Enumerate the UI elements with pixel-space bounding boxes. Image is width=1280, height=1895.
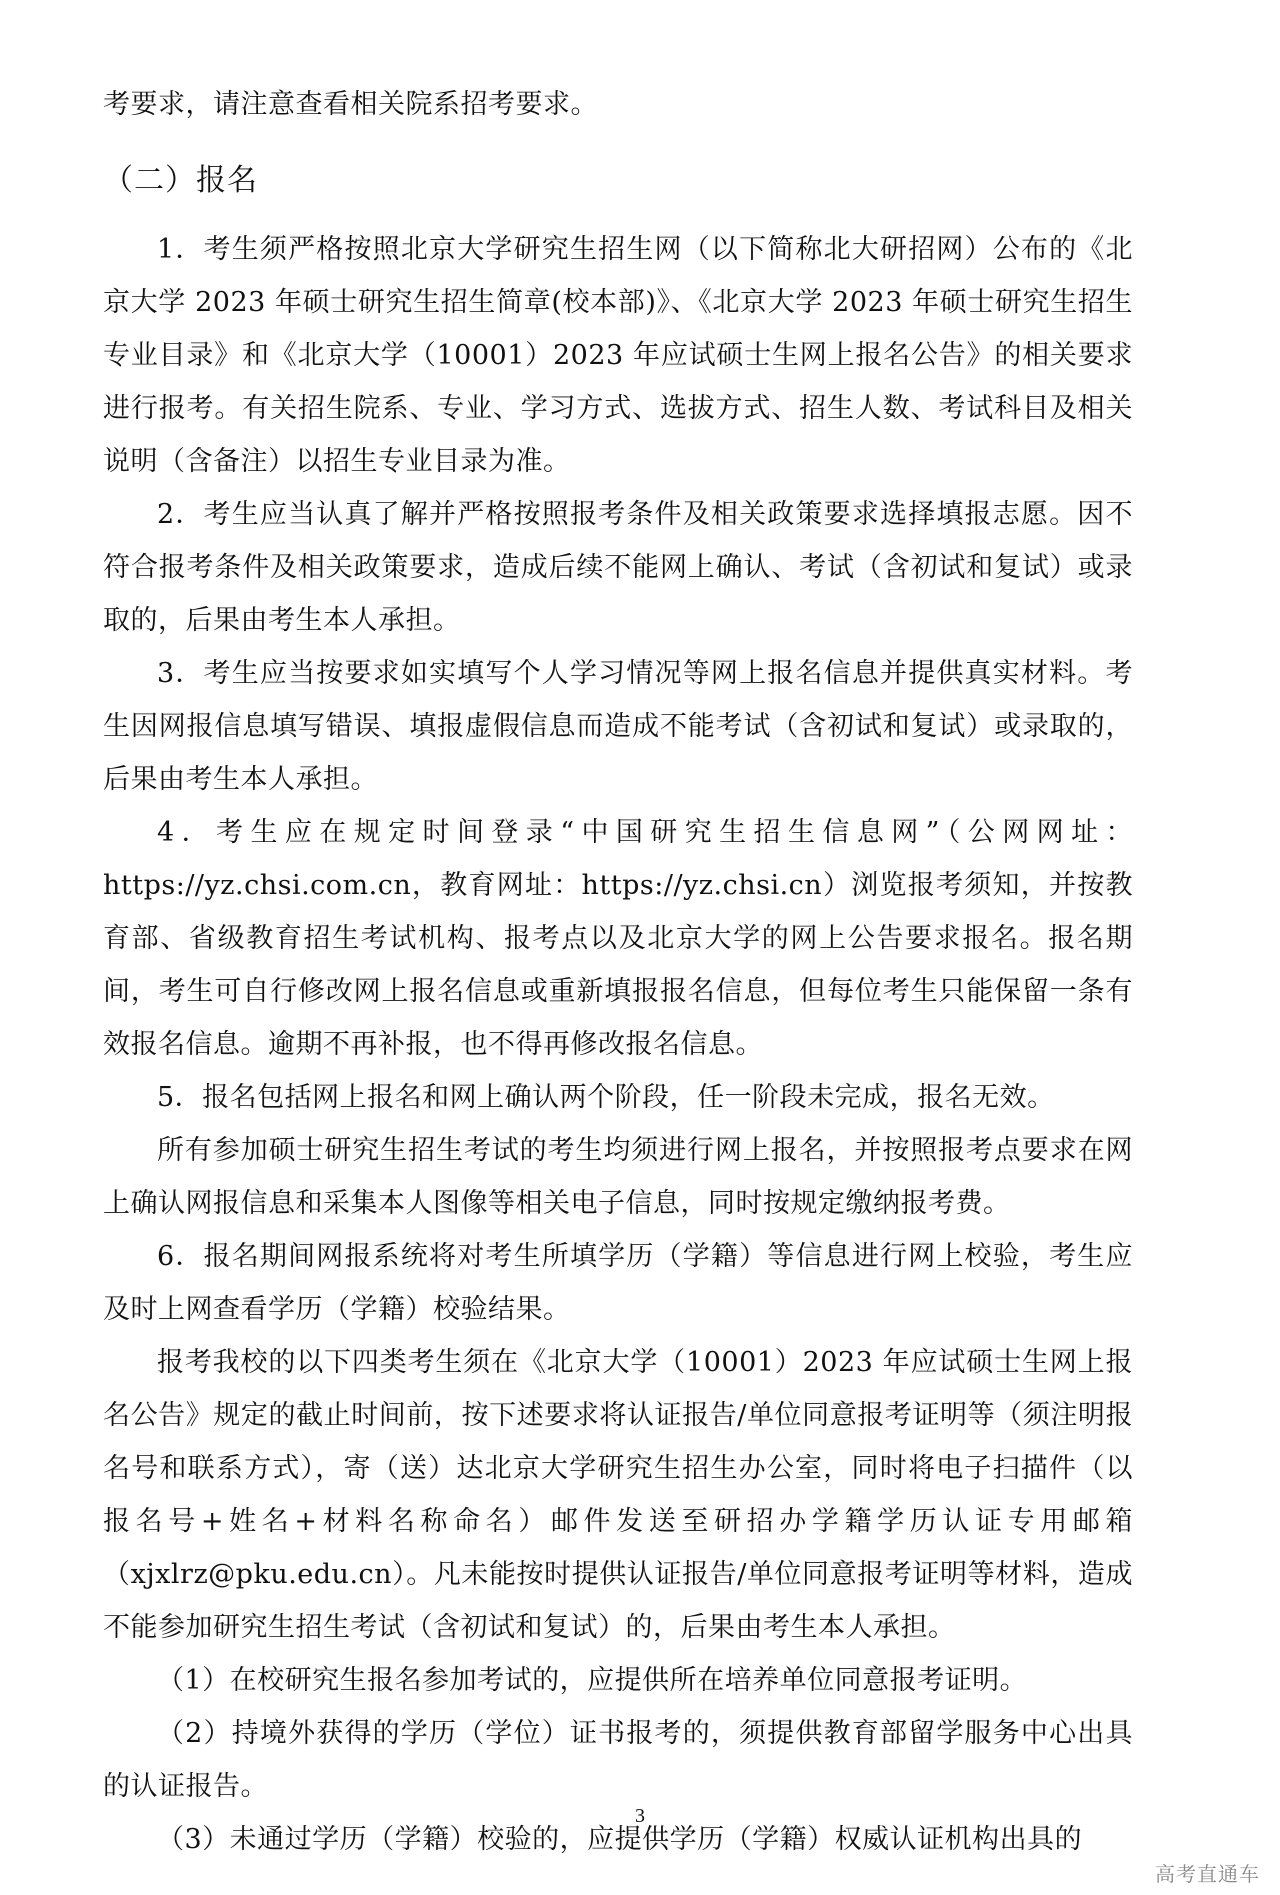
paragraph-5: 5．报名包括网上报名和网上确认两个阶段，任一阶段未完成，报名无效。 [157, 1082, 1055, 1113]
list-item-1: （1）在校研究生报名参加考试的，应提供所在培养单位同意报考证明。 [157, 1665, 1028, 1696]
list-item-3: （3）未通过学历（学籍）校验的，应提供学历（学籍）权威认证机构出具的 [157, 1824, 1083, 1855]
document-body [103, 78, 1133, 1866]
page-number: 3 [635, 1805, 645, 1827]
watermark: 高考直通车 [1155, 1862, 1260, 1886]
paragraph-5-detail: 所有参加硕士研究生招生考试的考生均须进行网上报名，并按照报考点要求在网上确认网报信息和采集本人图像等相关电子信息，同时按规定缴纳报考费。 [103, 1135, 1133, 1219]
paragraph-3: 3．考生应当按要求如实填写个人学习情况等网上报名信息并提供真实材料。考生因网报信息填写错误、填报虚假信息而造成不能考试（含初试和复试）或录取的，后果由考生本人承担。 [103, 658, 1133, 795]
paragraph-6: 6．报名期间网报系统将对考生所填学历（学籍）等信息进行网上校验，考生应及时上网查看学历（学籍）校验结果。 [103, 1241, 1133, 1325]
section-heading: （二）报名 [103, 163, 258, 198]
continuation-text: 考要求，请注意查看相关院系招考要求。 [103, 89, 598, 120]
paragraph-4: 4．考生应在规定时间登录“中国研究生招生信息网”（公网网址：https://yz.chsi.com.cn，教育网址：https://yz.chsi.cn）浏览报考须知，并按教育部、省级教育招生考试机构、报考点以及北京大学的网上公告要求报名。报名期间，考生可自行修改网上报名信息或重新填报报名信息，但每位考生只能保留一条有效报名信息。逾期不再补报，也不得再修改报名信息。 [103, 817, 1133, 1060]
paragraph-6-detail: 报考我校的以下四类考生须在《北京大学（10001）2023 年应试硕士生网上报名公告》规定的截止时间前，按下述要求将认证报告/单位同意报考证明等（须注明报名号和联系方式），寄（送）达北京大学研究生招生办公室，同时将电子扫描件（以报名号+姓名+材料名称命名）邮件发送至研招办学籍学历认证专用邮箱（xjxlrz@pku.edu.cn）。凡未能按时提供认证报告/单位同意报考证明等材料，造成不能参加研究生招生考试（含初试和复试）的，后果由考生本人承担。 [103, 1347, 1133, 1643]
paragraph-2: 2．考生应当认真了解并严格按照报考条件及相关政策要求选择填报志愿。因不符合报考条件及相关政策要求，造成后续不能网上确认、考试（含初试和复试）或录取的，后果由考生本人承担。 [103, 499, 1133, 636]
list-item-2: （2）持境外获得的学历（学位）证书报考的，须提供教育部留学服务中心出具的认证报告。 [103, 1718, 1133, 1802]
paragraph-1: 1．考生须严格按照北京大学研究生招生网（以下简称北大研招网）公布的《北京大学 2023 年硕士研究生招生简章(校本部)》、《北京大学 2023 年硕士研究生招生专业目录》和《北京大学（10001）2023 年应试硕士生网上报名公告》的相关要求进行报考。有关招生院系、专业、学习方式、选拔方式、招生人数、考试科目及相关说明（含备注）以招生专业目录为准。 [103, 234, 1133, 477]
